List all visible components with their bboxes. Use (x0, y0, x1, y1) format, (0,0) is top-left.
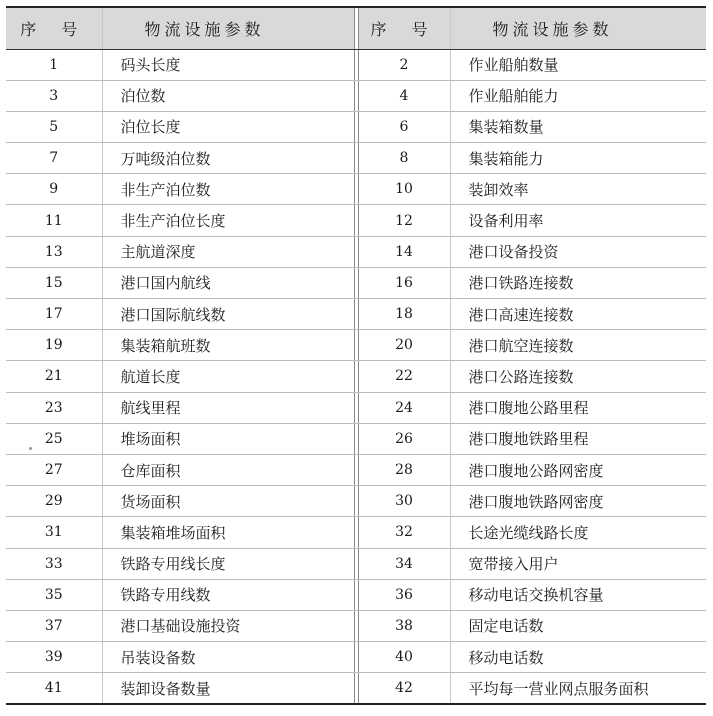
right-num-cell: 24 (358, 392, 450, 423)
left-num-cell: 25 (6, 423, 102, 454)
header-param-left: 物流设施参数 (102, 7, 354, 49)
left-num-cell: 19 (6, 330, 102, 361)
right-num-cell: 4 (358, 80, 450, 111)
right-param-cell: 集装箱数量 (450, 111, 706, 142)
right-param-cell: 港口腹地铁路网密度 (450, 486, 706, 517)
right-param-cell: 港口设备投资 (450, 236, 706, 267)
table-row (6, 610, 706, 641)
table-row (6, 205, 706, 236)
left-param-cell: 主航道深度 (102, 236, 354, 267)
header-row (6, 7, 706, 49)
table-row (6, 174, 706, 205)
left-num-cell: 31 (6, 517, 102, 548)
right-num-cell: 34 (358, 548, 450, 579)
right-param-cell: 港口公路连接数 (450, 361, 706, 392)
table-row (6, 80, 706, 111)
table-row (6, 361, 706, 392)
right-param-cell: 港口铁路连接数 (450, 267, 706, 298)
header-num-left: 序 号 (6, 7, 102, 49)
left-param-cell: 铁路专用线数 (102, 579, 354, 610)
left-param-cell: 泊位长度 (102, 111, 354, 142)
right-num-cell: 38 (358, 610, 450, 641)
right-param-cell: 港口航空连接数 (450, 330, 706, 361)
left-num-cell: 41 (6, 673, 102, 704)
table-row (6, 49, 706, 80)
left-param-cell: 堆场面积 (102, 423, 354, 454)
left-num-cell: 29 (6, 486, 102, 517)
right-param-cell: 作业船舶能力 (450, 80, 706, 111)
table-row (6, 673, 706, 704)
table-row (6, 111, 706, 142)
left-param-cell: 码头长度 (102, 49, 354, 80)
left-num-cell: 23 (6, 392, 102, 423)
right-num-cell: 2 (358, 49, 450, 80)
right-num-cell: 40 (358, 642, 450, 673)
right-param-cell: 宽带接入用户 (450, 548, 706, 579)
right-num-cell: 18 (358, 299, 450, 330)
left-param-cell: 港口国内航线 (102, 267, 354, 298)
left-param-cell: 航道长度 (102, 361, 354, 392)
left-num-cell: 5 (6, 111, 102, 142)
left-param-cell: 港口基础设施投资 (102, 610, 354, 641)
table-row (6, 423, 706, 454)
table-header (6, 7, 706, 49)
left-num-cell: 33 (6, 548, 102, 579)
left-num-cell: 39 (6, 642, 102, 673)
table-row (6, 330, 706, 361)
left-num-cell: 9 (6, 174, 102, 205)
table-row (6, 454, 706, 485)
left-num-cell: 37 (6, 610, 102, 641)
left-num-cell: 15 (6, 267, 102, 298)
table-row (6, 548, 706, 579)
header-num-right: 序 号 (358, 7, 450, 49)
right-param-cell: 装卸效率 (450, 174, 706, 205)
table-row (6, 236, 706, 267)
right-num-cell: 36 (358, 579, 450, 610)
left-num-cell: 27 (6, 454, 102, 485)
right-num-cell: 28 (358, 454, 450, 485)
left-param-cell: 泊位数 (102, 80, 354, 111)
right-param-cell: 港口腹地铁路里程 (450, 423, 706, 454)
right-num-cell: 26 (358, 423, 450, 454)
left-param-cell: 集装箱堆场面积 (102, 517, 354, 548)
left-num-cell: 1 (6, 49, 102, 80)
table-row (6, 267, 706, 298)
right-num-cell: 14 (358, 236, 450, 267)
right-param-cell: 港口高速连接数 (450, 299, 706, 330)
table-row (6, 517, 706, 548)
left-param-cell: 非生产泊位长度 (102, 205, 354, 236)
right-num-cell: 30 (358, 486, 450, 517)
left-param-cell: 吊装设备数 (102, 642, 354, 673)
table-row (6, 143, 706, 174)
right-param-cell: 港口腹地公路里程 (450, 392, 706, 423)
left-num-cell: 7 (6, 143, 102, 174)
right-num-cell: 32 (358, 517, 450, 548)
right-param-cell: 固定电话数 (450, 610, 706, 641)
left-num-cell: 11 (6, 205, 102, 236)
scan-speck (29, 447, 32, 450)
right-param-cell: 港口腹地公路网密度 (450, 454, 706, 485)
left-param-cell: 集装箱航班数 (102, 330, 354, 361)
left-param-cell: 装卸设备数量 (102, 673, 354, 704)
right-param-cell: 设备利用率 (450, 205, 706, 236)
left-param-cell: 万吨级泊位数 (102, 143, 354, 174)
table-row (6, 299, 706, 330)
left-num-cell: 21 (6, 361, 102, 392)
right-num-cell: 20 (358, 330, 450, 361)
table-row (6, 642, 706, 673)
logistics-parameters-table-container (6, 6, 706, 705)
left-param-cell: 仓库面积 (102, 454, 354, 485)
left-param-cell: 港口国际航线数 (102, 299, 354, 330)
right-param-cell: 移动电话交换机容量 (450, 579, 706, 610)
right-num-cell: 12 (358, 205, 450, 236)
right-param-cell: 长途光缆线路长度 (450, 517, 706, 548)
left-param-cell: 货场面积 (102, 486, 354, 517)
right-num-cell: 10 (358, 174, 450, 205)
right-num-cell: 8 (358, 143, 450, 174)
table-row (6, 392, 706, 423)
left-param-cell: 非生产泊位数 (102, 174, 354, 205)
right-param-cell: 集装箱能力 (450, 143, 706, 174)
left-num-cell: 13 (6, 236, 102, 267)
logistics-parameters-table (6, 6, 706, 705)
left-num-cell: 35 (6, 579, 102, 610)
right-param-cell: 作业船舶数量 (450, 49, 706, 80)
left-param-cell: 铁路专用线长度 (102, 548, 354, 579)
right-num-cell: 22 (358, 361, 450, 392)
table-row (6, 579, 706, 610)
left-param-cell: 航线里程 (102, 392, 354, 423)
right-num-cell: 42 (358, 673, 450, 704)
table-body (6, 49, 706, 704)
right-num-cell: 6 (358, 111, 450, 142)
header-param-right: 物流设施参数 (450, 7, 706, 49)
table-row (6, 486, 706, 517)
right-param-cell: 平均每一营业网点服务面积 (450, 673, 706, 704)
right-param-cell: 移动电话数 (450, 642, 706, 673)
right-num-cell: 16 (358, 267, 450, 298)
left-num-cell: 3 (6, 80, 102, 111)
left-num-cell: 17 (6, 299, 102, 330)
